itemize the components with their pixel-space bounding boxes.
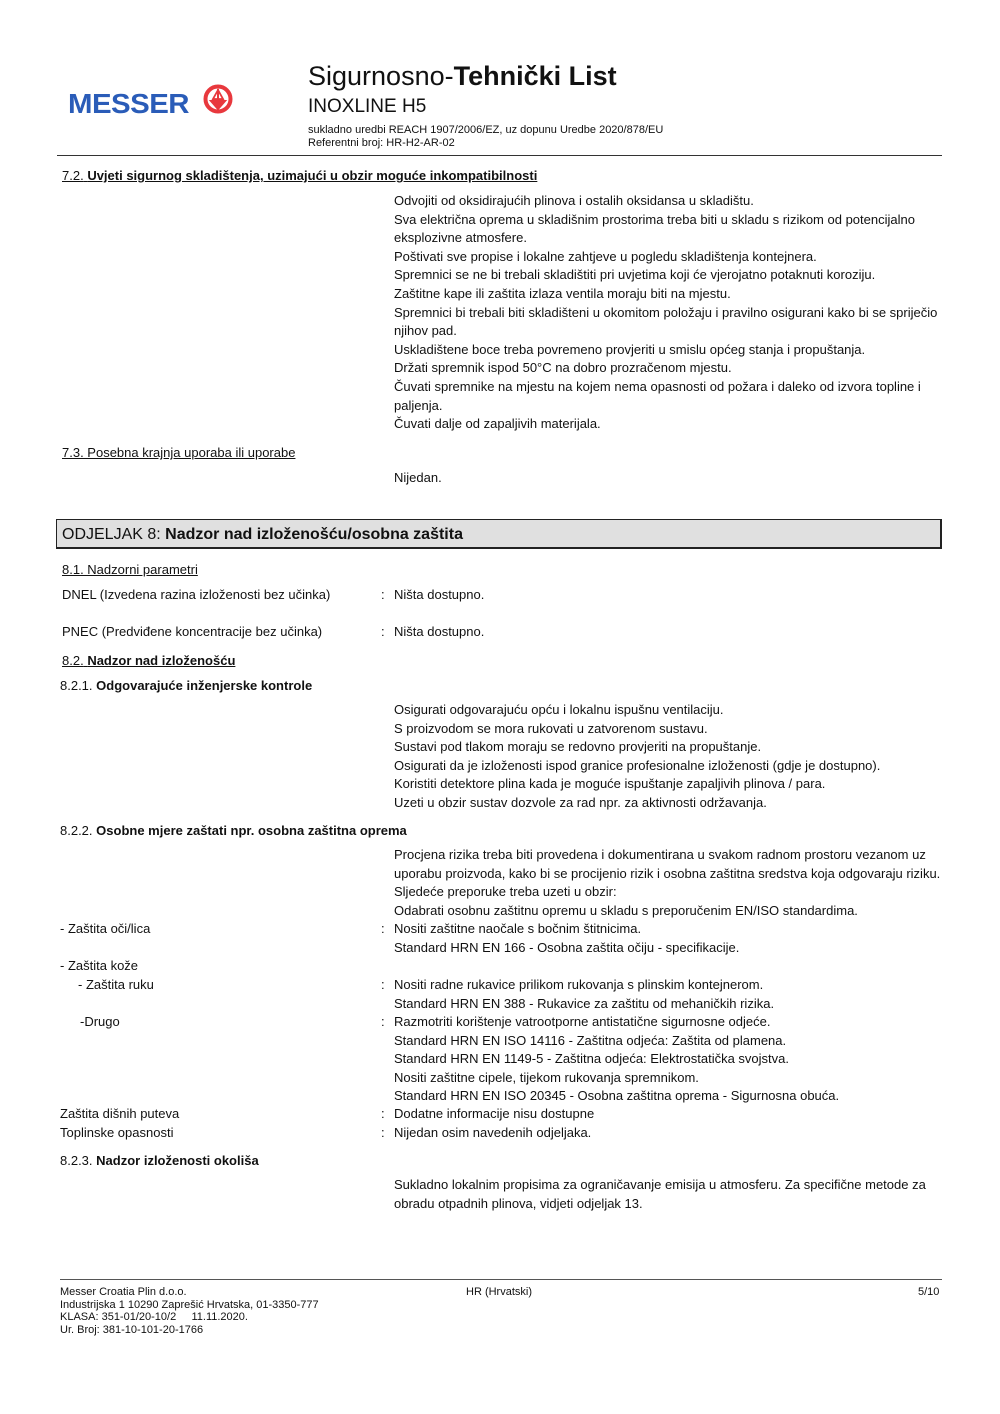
colon: : xyxy=(381,977,385,992)
section-8-2-1-heading: 8.2.1. Odgovarajuće inženjerske kontrole xyxy=(60,678,313,693)
messer-logo-text: MESSER xyxy=(68,88,190,119)
text-line: Razmotriti korištenje vatrootporne antistatične sigurnosne odjeće. xyxy=(394,1014,771,1029)
colon: : xyxy=(381,1014,385,1029)
dnel-label: DNEL (Izvedena razina izloženosti bez učinka) xyxy=(62,587,331,602)
section-8-2-3-content xyxy=(394,1176,939,1213)
text-line: Nositi radne rukavice prilikom rukovanja s plinskim kontejnerom. xyxy=(394,977,764,992)
eye-protection-label: - Zaštita oči/lica xyxy=(60,921,151,936)
text-line: Uskladištene boce treba povremeno provjeriti u smislu općeg stanja i propuštanja. xyxy=(394,341,866,357)
skin-protection-label: - Zaštita kože xyxy=(60,958,139,973)
product-name: INOXLINE H5 xyxy=(308,96,427,117)
thermal-hazards-value: Nijedan osim navedenih odjeljaka. xyxy=(394,1125,592,1140)
regulation-text: sukladno uredbi REACH 1907/2006/EZ, uz dopunu Uredbe 2020/878/EU xyxy=(308,124,664,136)
messer-logo-icon xyxy=(203,84,233,114)
text-line: Uzeti u obzir sustav dozvole za rad npr. za aktivnosti održavanja. xyxy=(394,794,767,810)
footer-divider xyxy=(60,1279,942,1280)
text-line: Standard HRN EN 166 - Osobna zaštita očiju - specifikacije. xyxy=(394,939,740,955)
klasa: KLASA: 351-01/20-10/2 11.11.2020. xyxy=(60,1311,248,1323)
thermal-hazards-label: Toplinske opasnosti xyxy=(60,1125,174,1140)
text-line: Sva električna oprema u skladišnim prostorima treba biti u skladu s rizikom od potencijalno eksplozivne atmosfere. xyxy=(394,211,915,246)
text-line: Standard HRN EN 388 - Rukavice za zaštitu od mehaničkih rizika. xyxy=(394,995,775,1011)
text-line: Poštivati sve propise i lokalne zahtjeve u pogledu skladištenja kontejnera. xyxy=(394,248,817,264)
text-line: Nositi zaštitne cipele, tijekom rukovanja spremnikom. xyxy=(394,1069,699,1085)
other-protection-value xyxy=(394,1013,950,1106)
section-7-2-content xyxy=(394,192,950,434)
colon: : xyxy=(381,921,385,936)
respiratory-protection-value: Dodatne informacije nisu dostupne xyxy=(394,1106,595,1121)
header-divider xyxy=(57,155,942,156)
section-8-title: ODJELJAK 8: Nadzor nad izloženošću/osobna zaštita xyxy=(62,526,463,543)
text-line: Sukladno lokalnim propisima za ograničavanje emisija u atmosferu. Za specifične metode za obradu otpadnih plinova, vidjeti odjeljak 13. xyxy=(394,1177,926,1211)
text-line: Sustavi pod tlakom moraju se redovno provjeriti na propuštanje. xyxy=(394,739,762,755)
text-line: Spremnici se ne bi trebali skladištiti pri uvjetima koji će vjerojatno potaknuti koroziju. xyxy=(394,267,876,283)
page-number: 5/10 xyxy=(918,1286,940,1298)
text-line: Čuvati spremnike na mjestu na kojem nema opasnosti od požara i daleko od izvora topline i paljenja. xyxy=(394,378,921,413)
footer-company-info xyxy=(60,1286,319,1336)
colon: : xyxy=(381,1125,385,1140)
text-line: Odabrati osobnu zaštitnu opremu u skladu s preporučenim EN/ISO standardima. xyxy=(394,902,858,918)
section-8-2-1-content xyxy=(394,701,950,813)
dnel-value: Ništa dostupno. xyxy=(394,587,485,602)
colon: : xyxy=(381,1106,385,1121)
document-title: Sigurnosno-Tehnički List xyxy=(308,61,617,91)
pnec-value: Ništa dostupno. xyxy=(394,624,485,639)
text-line: Čuvati dalje od zapaljivih materijala. xyxy=(394,416,601,432)
section-7-2-heading: 7.2. Uvjeti sigurnog skladištenja, uzimajući u obzir moguće inkompatibilnosti xyxy=(62,168,538,183)
text-line: Standard HRN EN 1149-5 - Zaštitna odjeća: Elektrostatička svojstva. xyxy=(394,1051,789,1067)
colon: : xyxy=(381,587,385,602)
text-line: Zaštitne kape ili zaštita izlaza ventila moraju biti na mjestu. xyxy=(394,285,731,301)
text-line: Osigurati odgovarajuću opću i lokalnu ispušnu ventilaciju. xyxy=(394,702,724,717)
text-line: Standard HRN EN ISO 20345 - Osobna zaštitna oprema - Sigurnosna obuća. xyxy=(394,1088,840,1104)
section-8-2-2-intro xyxy=(394,846,950,920)
hand-protection-value xyxy=(394,976,950,1013)
section-8-2-2-heading: 8.2.2. Osobne mjere zaštati npr. osobna zaštitna oprema xyxy=(60,823,407,838)
pnec-label: PNEC (Predviđene koncentracije bez učinka) xyxy=(62,624,323,639)
company-address: Industrijska 1 10290 Zaprešić Hrvatska, 01-3350-777 xyxy=(60,1298,319,1311)
text-line: Držati spremnik ispod 50°C na dobro prozračenom mjestu. xyxy=(394,360,732,376)
company-name: Messer Croatia Plin d.o.o. xyxy=(60,1286,187,1298)
text-line: Osigurati da je izloženosti ispod granice profesionalne izloženosti (gdje je dostupno). xyxy=(394,757,881,773)
text-line: Koristiti detektore plina kada je moguće ispuštanje zapaljivih plinova / para. xyxy=(394,776,826,792)
text-line: Spremnici bi trebali biti skladišteni u okomitom položaju i pravilno osigurani kako bi se spriječio njihov pad. xyxy=(394,304,938,339)
ur-broj: Ur. Broj: 381-10-101-20-1766 xyxy=(60,1323,204,1336)
text-line: Nositi zaštitne naočale s bočnim štitnicima. xyxy=(394,921,642,936)
other-protection-label: -Drugo xyxy=(80,1014,120,1029)
respiratory-protection-label: Zaštita dišnih puteva xyxy=(60,1106,180,1121)
reference-number: Referentni broj: HR-H2-AR-02 xyxy=(308,137,455,149)
text-line: S proizvodom se mora rukovati u zatvorenom sustavu. xyxy=(394,720,708,736)
section-8-1-heading: 8.1. Nadzorni parametri xyxy=(62,562,198,577)
text-line: Procjena rizika treba biti provedena i dokumentirana u svakom radnom prostoru vezanom uz uporabu proizvoda, kako bi se procijenio rizik i osobna zaštitna sredstva koja odgovaraju riziku. Sljedeće preporuke treba uzeti u obzir: xyxy=(394,847,941,900)
footer-language: HR (Hrvatski) xyxy=(466,1286,532,1298)
hand-protection-label: - Zaštita ruku xyxy=(78,977,154,992)
section-7-3-value: Nijedan. xyxy=(394,470,442,485)
eye-protection-value xyxy=(394,920,950,957)
text-line: Standard HRN EN ISO 14116 - Zaštitna odjeća: Zaštita od plamena. xyxy=(394,1032,787,1048)
text-line: Odvojiti od oksidirajućih plinova i ostalih oksidansa u skladištu. xyxy=(394,193,754,208)
colon: : xyxy=(381,624,385,639)
section-8-2-heading: 8.2. Nadzor nad izloženošću xyxy=(62,653,236,668)
section-7-3-heading: 7.3. Posebna krajnja uporaba ili uporabe xyxy=(62,445,296,460)
section-8-2-3-heading: 8.2.3. Nadzor izloženosti okoliša xyxy=(60,1153,259,1168)
